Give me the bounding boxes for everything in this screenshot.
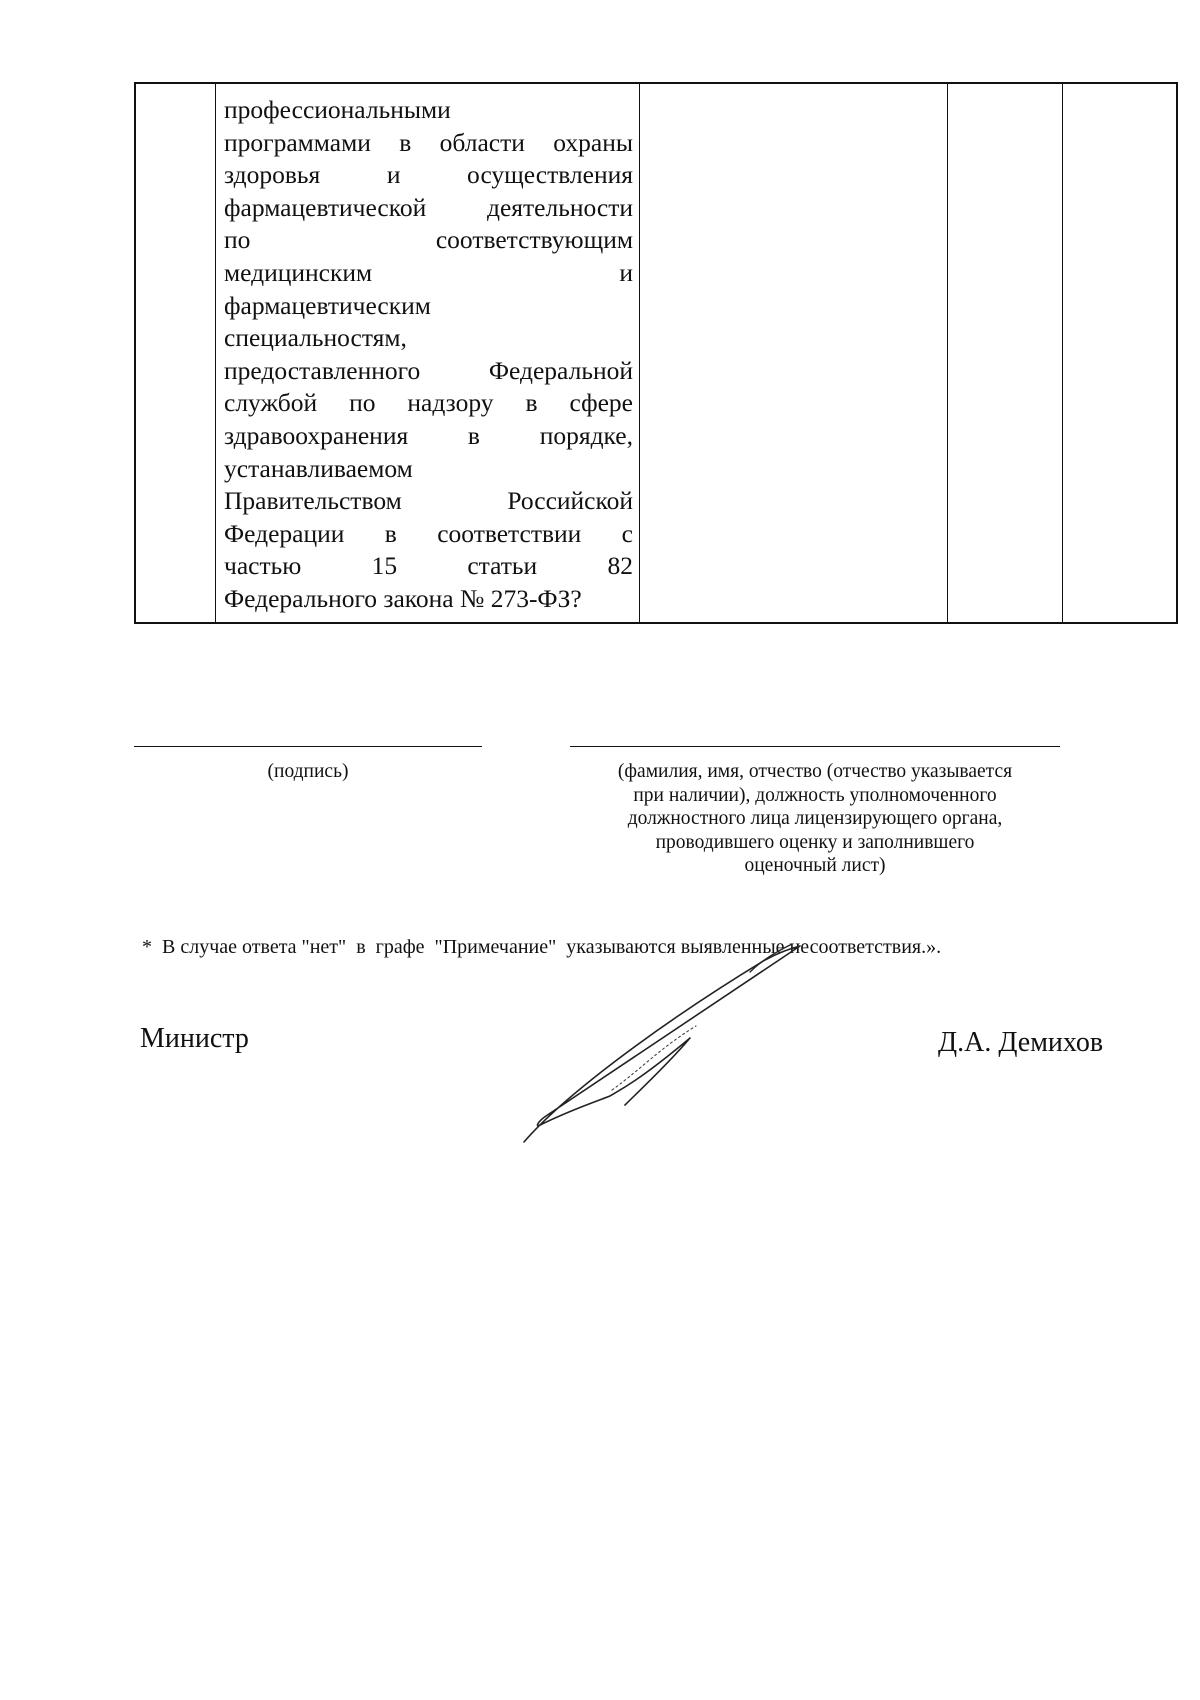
criterion-text-cell [216, 84, 640, 622]
signature-caption-text: (подпись) [267, 761, 349, 782]
handwritten-signature [500, 930, 840, 1150]
criterion-line: специальностям, [224, 323, 407, 353]
criterion-line: Федерального закона № 273-ФЗ? [224, 583, 582, 613]
official-caption [570, 760, 1060, 878]
criteria-table [134, 82, 1178, 624]
minister-name: Д.А. Демихов [938, 1027, 1104, 1058]
official-caption-line: должностного лица лицензирующего органа, [627, 808, 1003, 829]
footnote: * В случае ответа "нет" в графе "Примечание" указываются выявленные несоответствия.». [142, 936, 942, 958]
row-number-cell [136, 84, 216, 622]
answer-cell [948, 84, 1063, 622]
criterion-line: частью 15 статьи 82 [224, 551, 633, 581]
official-caption-line: при наличии), должность уполномоченного [633, 784, 997, 806]
criterion-line: фармацевтической деятельности [224, 192, 633, 222]
official-caption-line: проводившего оценку и заполнившего [655, 831, 975, 853]
note-cell [1063, 84, 1176, 622]
official-name-line [570, 746, 1060, 747]
signature-line [134, 746, 482, 747]
criterion-line: медицинским и [224, 257, 633, 287]
criterion-line: по соответствующим [224, 225, 633, 255]
criterion-line: здравоохранения в порядке, [224, 420, 633, 450]
criterion-line: предоставленного Федеральной [224, 355, 633, 385]
criterion-line: программами в области охраны [224, 127, 633, 157]
signature-caption [134, 760, 482, 784]
criterion-line: здоровья и осуществления [224, 160, 633, 190]
criterion-line: службой по надзору в сфере [224, 388, 633, 418]
criterion-line: Федерации в соответствии с [224, 518, 633, 548]
minister-title: Министр [140, 1023, 249, 1054]
criterion-line: устанавливаемом [224, 453, 413, 483]
answer-cell [640, 84, 948, 622]
criterion-line: Правительством Российской [224, 486, 633, 516]
official-caption-line: (фамилия, имя, отчество (отчество указывается [617, 761, 1013, 782]
official-caption-line: оценочный лист) [744, 855, 886, 876]
criterion-line: профессиональными [224, 95, 451, 124]
criterion-line: фармацевтическим [224, 290, 431, 320]
